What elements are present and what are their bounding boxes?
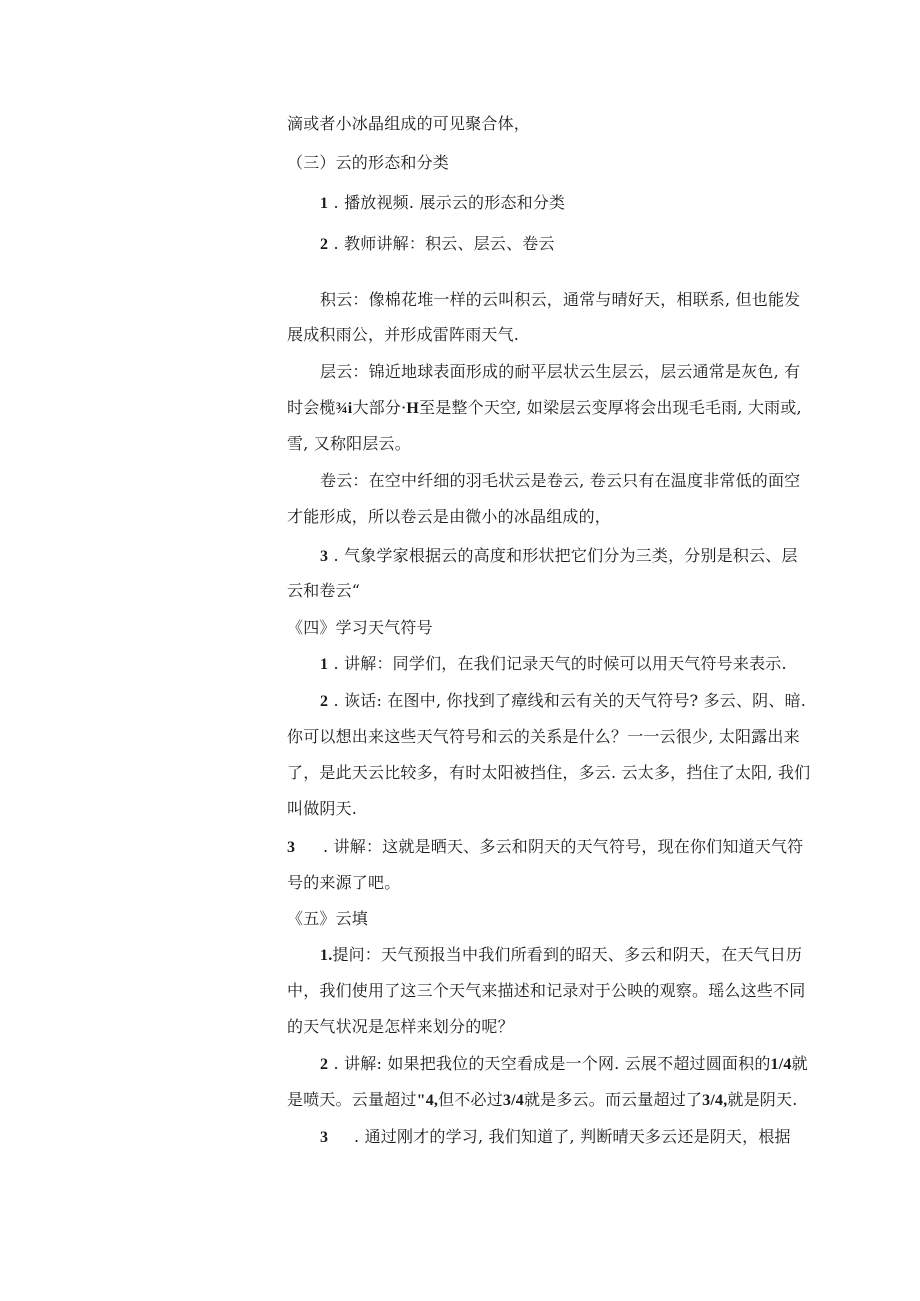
list-text: . 通过刚才的学习, 我们知道了, 判断晴天多云还是阴天，根据: [354, 1127, 791, 1146]
list-text: . 播放视频. 展示云的形态和分类: [333, 193, 566, 212]
text: 但不必过: [438, 1090, 503, 1109]
paragraph-line: [287, 980, 805, 1002]
paragraph-line: [287, 580, 360, 602]
list-item: [287, 836, 803, 859]
text: 积云：像棉花堆一样的云叫积云，通常与晴好天，相联系, 但也能发: [320, 290, 801, 309]
text: 中，我们使用了这三个天气来描述和记录对于公映的观察。瑶么这些不同: [287, 981, 806, 1000]
paragraph-line: [287, 506, 611, 528]
paragraph-line: [287, 798, 357, 820]
paragraph-line: [320, 289, 800, 311]
text: 了，是此天云比较多，有时太阳被挡住，多云. 云太多，挡住了太阳, 我们: [287, 763, 811, 782]
text: 时会榄: [287, 398, 336, 417]
paragraph-line: [287, 872, 400, 894]
text: 雪, 又称阳层云。: [287, 434, 411, 453]
paragraph-line: [287, 433, 411, 455]
list-text: . 诙话: 在图中, 你找到了瘴线和云有关的天气符号? 多云、阴、暗.: [333, 691, 807, 710]
list-text: . 讲解：同学们，在我们记录天气的时候可以用天气符号来表示.: [333, 654, 787, 673]
text: 才能形成，所以卷云是由微小的冰晶组成的，: [287, 507, 612, 526]
text: 的天气状况是怎样来划分的呢？: [287, 1017, 514, 1036]
list-number: 2: [320, 693, 329, 710]
heading-text: （三）云的形态和分类: [287, 153, 450, 172]
text: 展成积雨公，并形成雷阵雨天气.: [287, 325, 520, 344]
list-text: . 气象学家根据云的高度和形状把它们分为三类，分别是积云、层: [333, 546, 798, 565]
list-text: . 讲解: 如果把我位的天空看成是一个网. 云展不超过圆面积的: [333, 1054, 771, 1073]
text: 至是整个天空, 如梁层云变厚将会出现毛毛雨, 大雨或,: [419, 398, 802, 417]
text: 就是多云。而云量超过了: [523, 1090, 703, 1109]
fraction: "4,: [416, 1092, 439, 1109]
paragraph-line: [287, 762, 810, 784]
text: ¾i: [335, 400, 353, 417]
list-text: 就: [791, 1054, 808, 1073]
paragraph-line: [320, 470, 800, 492]
text: 卷云：在空中纤细的羽毛状云是卷云, 卷云只有在温度非常低的面空: [320, 471, 801, 490]
paragraph-line: [287, 113, 530, 135]
fraction: 3/4,: [702, 1092, 728, 1109]
paragraph-line: [287, 324, 519, 346]
section-heading: [287, 908, 368, 930]
paragraph-line: [320, 361, 800, 383]
list-number: 2: [320, 236, 329, 253]
list-item: [320, 545, 798, 568]
list-number: 1: [320, 195, 329, 212]
list-text: 提问：天气预报当中我们所看到的昭天、多云和阴天，在天气日历: [332, 945, 803, 964]
heading-text: 《五》云填: [287, 909, 369, 928]
paragraph-line: [287, 1089, 798, 1112]
list-number: 1: [320, 656, 329, 673]
heading-text: 《四》学习天气符号: [287, 618, 433, 637]
list-text: . 教师讲解：积云、层云、卷云: [333, 234, 555, 253]
paragraph-line: [287, 726, 800, 748]
list-item: [320, 233, 555, 256]
list-item: [320, 1053, 808, 1076]
text: 就是阴天.: [727, 1090, 798, 1109]
fraction: 3/4: [502, 1092, 524, 1109]
section-heading: [287, 152, 449, 174]
list-item: [320, 192, 565, 215]
text: 云和卷云“: [287, 581, 361, 600]
text: H: [406, 400, 420, 417]
section-heading: [287, 617, 433, 639]
list-item: [320, 653, 787, 676]
list-number: 3: [287, 839, 296, 856]
paragraph-line: [287, 397, 802, 420]
list-number: 3: [320, 1129, 329, 1146]
text: 大部分·: [352, 398, 407, 417]
text: 层云：锦近地球表面形成的耐平层状云生层云，层云通常是灰色, 有: [320, 362, 801, 381]
text: 是喷天。云量超过: [287, 1090, 417, 1109]
list-number: 1.: [320, 947, 333, 964]
list-item: [320, 1126, 791, 1149]
list-text: . 讲解：这就是晒天、多云和阴天的天气符号，现在你们知道天气符: [323, 837, 804, 856]
fraction: 1/4: [770, 1056, 792, 1073]
paragraph-line: [287, 1016, 514, 1038]
list-item: [320, 944, 802, 967]
list-item: [320, 690, 806, 713]
text: 叫做阴天.: [287, 799, 358, 818]
text: 你可以想出来这些天气符号和云的关系是什么？一一云很少, 太阳露出来: [287, 727, 800, 746]
text: 号的来源了吧。: [287, 873, 401, 892]
list-number: 3: [320, 548, 329, 565]
text: 滴或者小冰晶组成的可见聚合体，: [287, 114, 531, 133]
list-number: 2: [320, 1056, 329, 1073]
